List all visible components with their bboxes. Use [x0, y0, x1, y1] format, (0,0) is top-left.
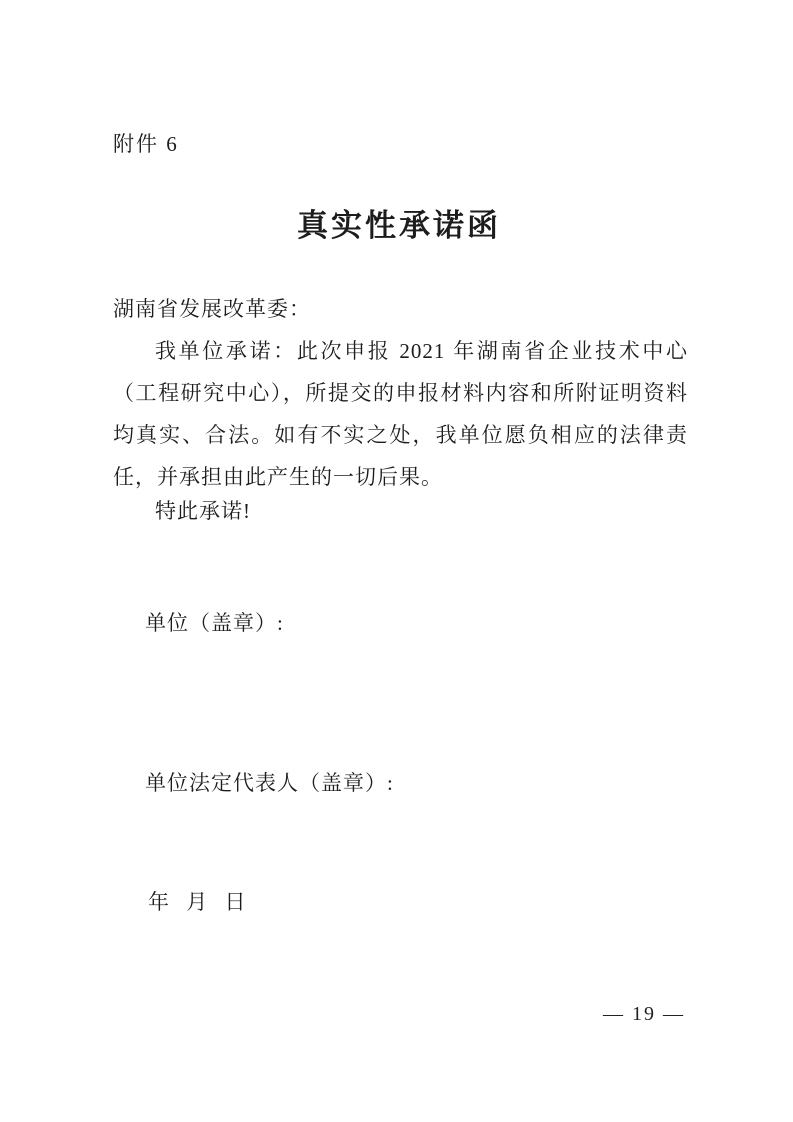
attachment-label: 附件 6: [113, 132, 179, 156]
page-number: — 19 —: [603, 1003, 685, 1025]
signature-legal-representative-label: 单位法定代表人（盖章）:: [145, 771, 394, 795]
salutation-line: 湖南省发展改革委：: [113, 297, 311, 321]
document-title: 真实性承诺函: [297, 208, 501, 243]
signature-unit-seal-label: 单位（盖章）:: [145, 611, 284, 635]
date-placeholder-line: 年 月 日: [148, 890, 252, 914]
commitment-body-paragraph: 我单位承诺：此次申报 2021 年湖南省企业技术中心（工程研究中心），所提交的申报材料内容和所附证明资料均真实、合法。如有不实之处，我单位愿负相应的法律责任，并承担由此产生的一切后果。: [113, 339, 688, 489]
closing-statement: 特此承诺!: [155, 499, 251, 523]
